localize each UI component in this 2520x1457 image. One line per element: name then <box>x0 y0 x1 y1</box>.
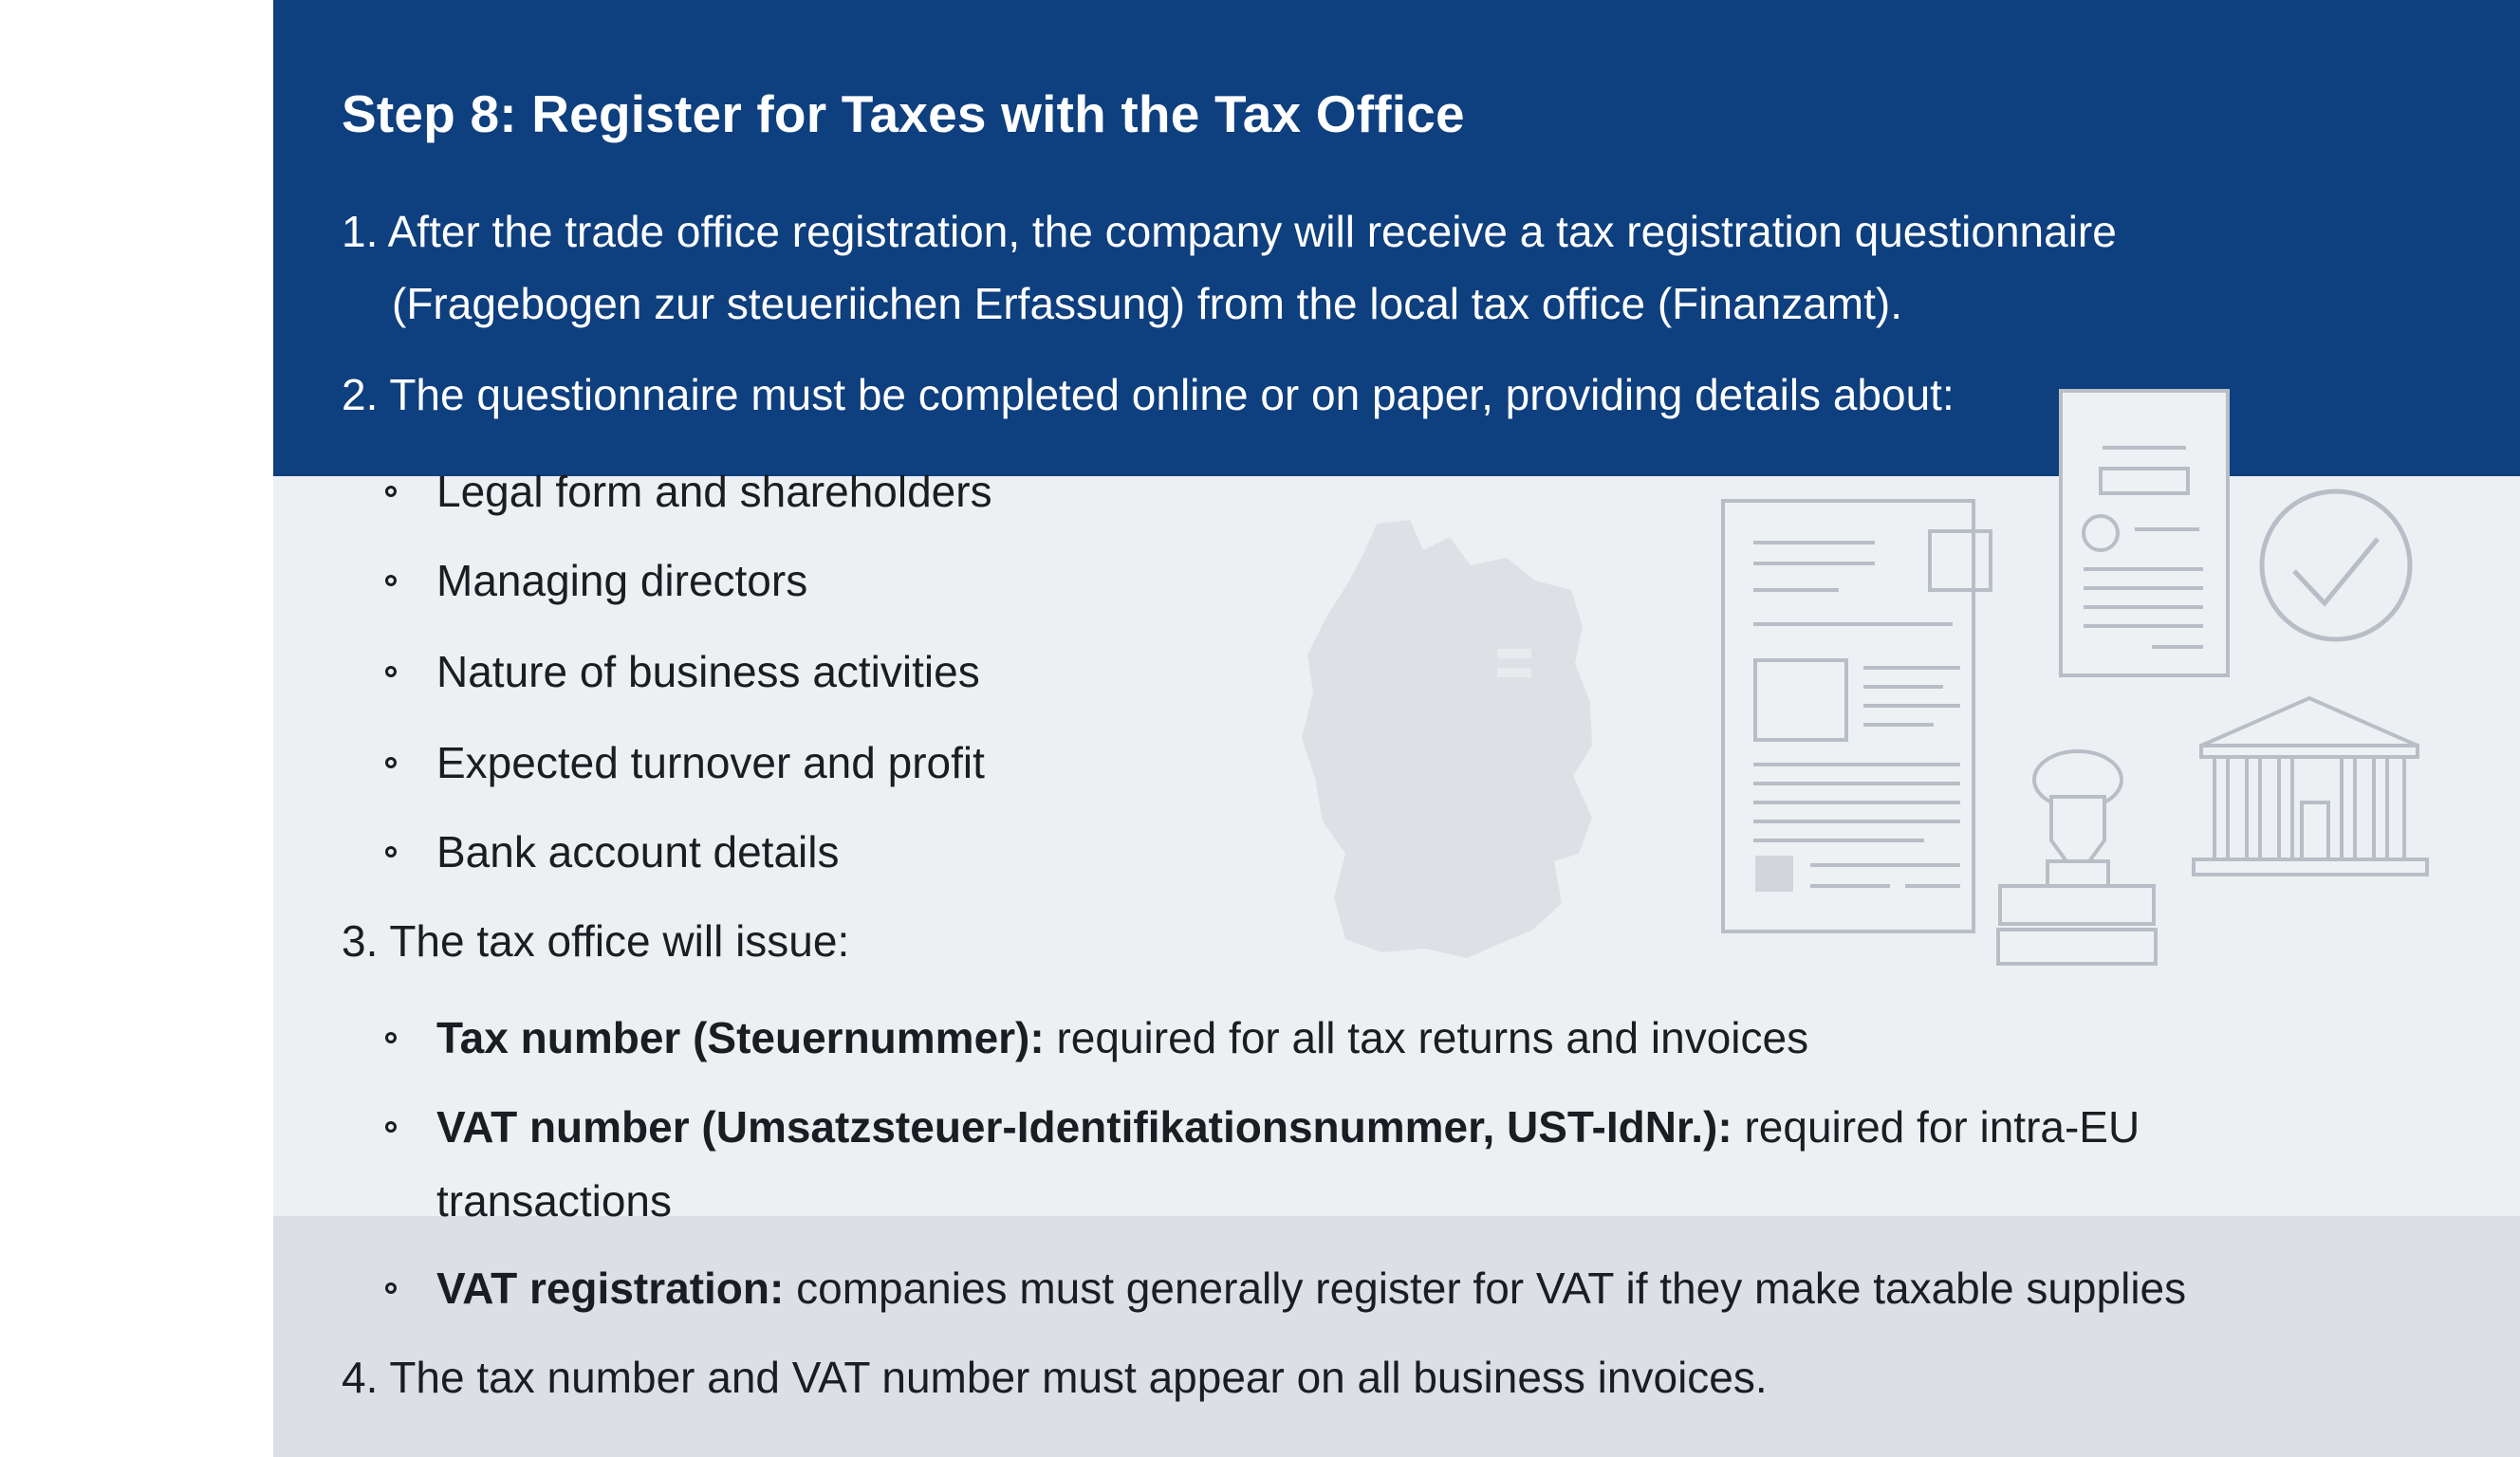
term: Tax number (Steuernummer): <box>436 1013 1045 1062</box>
list-item-1-line-1 <box>342 205 2117 258</box>
slide-panel <box>273 0 2520 1457</box>
description: required for all tax returns and invoices <box>1044 1013 1809 1062</box>
bullet-icon <box>385 486 397 497</box>
sub-item-vat-number-continued: transactions <box>436 1176 673 1226</box>
bullet-icon <box>385 757 397 768</box>
description: required for intra-EU <box>1732 1102 2140 1152</box>
bullet-icon <box>385 666 397 677</box>
sub-item-business-activities: Nature of business activities <box>436 647 980 696</box>
sub-item-turnover: Expected turnover and profit <box>436 738 985 787</box>
list-item-number: 4. <box>342 1353 379 1402</box>
list-item-1-line-2: (Fragebogen zur steueriichen Erfassung) from the local tax office (Finanzamt). <box>392 279 1902 328</box>
sub-item-vat-number <box>436 1100 2140 1153</box>
list-item-number: 1. <box>342 207 379 256</box>
list-item-text: The tax office will issue: <box>389 916 850 966</box>
list-item-3 <box>342 914 849 968</box>
sub-item-legal-form: Legal form and shareholders <box>436 467 992 516</box>
sub-item-tax-number <box>436 1011 1808 1064</box>
list-item-text: The questionnaire must be completed online or on paper, providing details about: <box>389 370 1955 419</box>
sub-item-bank-account: Bank account details <box>436 827 840 876</box>
term: VAT number (Umsatzsteuer-Identifikationsnummer, UST-IdNr.): <box>436 1102 1732 1152</box>
slide-content <box>273 0 2520 1457</box>
bullet-icon <box>385 575 397 586</box>
sub-item-vat-registration <box>436 1262 2186 1315</box>
bullet-icon <box>385 1121 397 1133</box>
list-item-text: After the trade office registration, the company will receive a tax registration questionnaire <box>387 207 2117 256</box>
page-title: Step 8: Register for Taxes with the Tax Office <box>342 84 1465 143</box>
description: companies must generally register for VAT if they make taxable supplies <box>784 1263 2187 1313</box>
bullet-icon <box>385 846 397 858</box>
list-item-2 <box>342 368 1955 421</box>
bullet-icon <box>385 1032 397 1043</box>
term: VAT registration: <box>436 1263 785 1313</box>
bullet-icon <box>385 1282 397 1294</box>
sub-item-managing-directors: Managing directors <box>436 556 808 605</box>
list-item-text: The tax number and VAT number must appear on all business invoices. <box>389 1353 1768 1402</box>
list-item-number: 2. <box>342 370 379 419</box>
list-item-4 <box>342 1351 1768 1404</box>
list-item-number: 3. <box>342 916 379 966</box>
